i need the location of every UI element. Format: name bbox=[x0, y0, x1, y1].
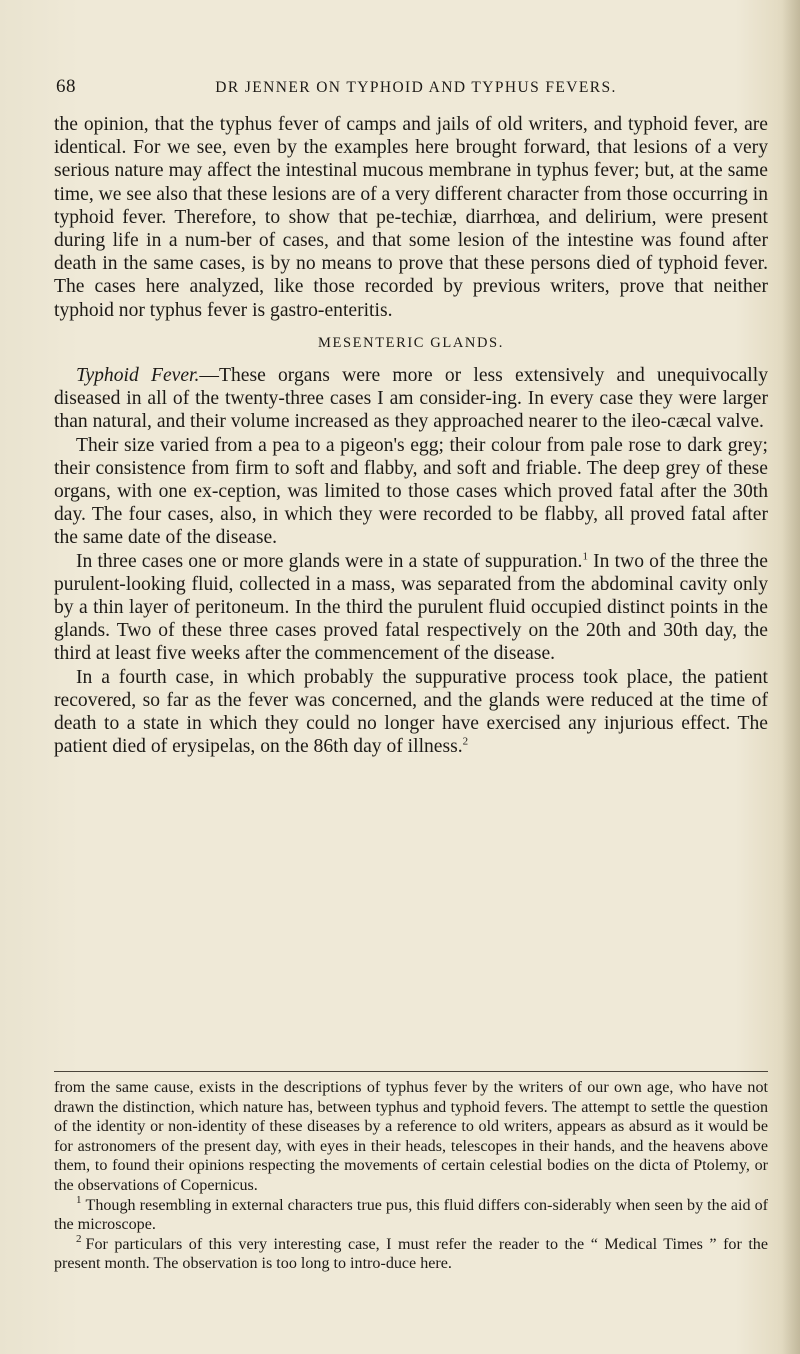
running-head: DR JENNER ON TYPHOID AND TYPHUS FEVERS. bbox=[215, 79, 617, 96]
page-edge-shadow bbox=[782, 0, 800, 1354]
footnotes bbox=[54, 1078, 768, 1274]
body-text bbox=[54, 113, 768, 758]
paragraph-typhoid-fever bbox=[54, 364, 768, 434]
paragraph-fourth-case-text: In a fourth case, in which probably the suppurative process took place, the patient recovered, so far as the fever was concerned, and the glands were reduced at the time of death to a state in which they could no longer have exercised any injurious effect. The patient died of erysipelas, on the 86th day of illness. bbox=[54, 666, 768, 758]
paragraph-size-colour bbox=[54, 434, 768, 550]
section-heading: MESENTERIC GLANDS. bbox=[318, 334, 504, 351]
footnote-2 bbox=[54, 1235, 768, 1274]
footnote-1-number: 1 bbox=[76, 1194, 82, 1207]
footnote-1 bbox=[54, 1196, 768, 1235]
footnote-1-text: Though resembling in external characters true pus, this fluid differs con-siderably when seen by the aid of the microscope. bbox=[54, 1196, 768, 1234]
footnote-divider bbox=[54, 1071, 768, 1072]
paragraph-fourth-case bbox=[54, 666, 768, 759]
paragraph-suppuration-text-b: In two of the three the purulent-looking fluid, collected in a mass, was separated from the abdominal cavity only by a thin layer of peritoneum. In the third the purulent fluid occupied distinct points in the glands. Two of these three cases proved fatal respectively on the 20th and 30th day, the third at least five weeks after the commencement of the disease. bbox=[54, 550, 768, 665]
paragraph-opinion-text: the opinion, that the typhus fever of camps and jails of old writers, and typhoid fever, are identical. For we see, even by the examples here brought forward, that lesions of a very serious nature may affect the intestinal mucous membrane in typhus fever; but, at the same time, we see also that these lesions are of a very different character from those occurring in typhoid fever. Therefore, to show that pe-techiæ, diarrhœa, and delirium, were present during life in a num-ber of cases, and that some lesion of the intestine was found after death in the same cases, is by no means to prove that these persons died of typhoid fever. The cases here analyzed, like those recorded by previous writers, prove that neither typhoid nor typhus fever is gastro-enteritis. bbox=[54, 114, 768, 321]
footnote-reference-2: 2 bbox=[462, 735, 469, 748]
paragraph-typhoid-fever-text: —These organs were more or less extensively and unequivocally diseased in all of the twenty-three cases I am consider-ing. In every case they were larger than natural, and their volume increased as they approached nearer to the ileo-cæcal valve. bbox=[54, 365, 768, 433]
paragraph-size-colour-text: Their size varied from a pea to a pigeon's egg; their colour from pale rose to dark grey; their consistence from firm to soft and flabby, and soft and friable. The deep grey of these organs, with one ex-ception, was limited to those cases which proved fatal after the 30th day. The four cases, also, in which they were recorded to be flabby, all proved fatal after the same date of the disease. bbox=[54, 434, 768, 549]
paragraph-suppuration bbox=[54, 550, 768, 666]
page-header bbox=[56, 76, 776, 106]
paragraph-suppuration-text-a: In three cases one or more glands were in a state of suppuration. bbox=[76, 550, 583, 572]
paragraph-opinion bbox=[54, 113, 768, 322]
footnote-2-text: For particulars of this very interesting case, I must refer the reader to the “ Medical Times ” for the present month. The observation is too long to intro-duce here. bbox=[54, 1235, 768, 1273]
footnote-2-number: 2 bbox=[76, 1233, 82, 1246]
paragraph-lead-italic: Typhoid Fever. bbox=[76, 365, 200, 387]
page-number: 68 bbox=[56, 76, 76, 97]
footnote-reference-1: 1 bbox=[582, 550, 588, 563]
footnote-continued: from the same cause, exists in the descriptions of typhus fever by the writers of our own age, who have not drawn the distinction, which nature has, between typhus and typhoid fevers. The attempt to settle the question of the identity or non-identity of these diseases by a reference to old writers, appears as absurd as it would be for astronomers of the present day, with eyes in their heads, telescopes in their hands, and the heavens above them, to found their opinions respecting the movements of certain celestial bodies on the dicta of Ptolemy, or the observations of Copernicus. bbox=[54, 1079, 768, 1194]
